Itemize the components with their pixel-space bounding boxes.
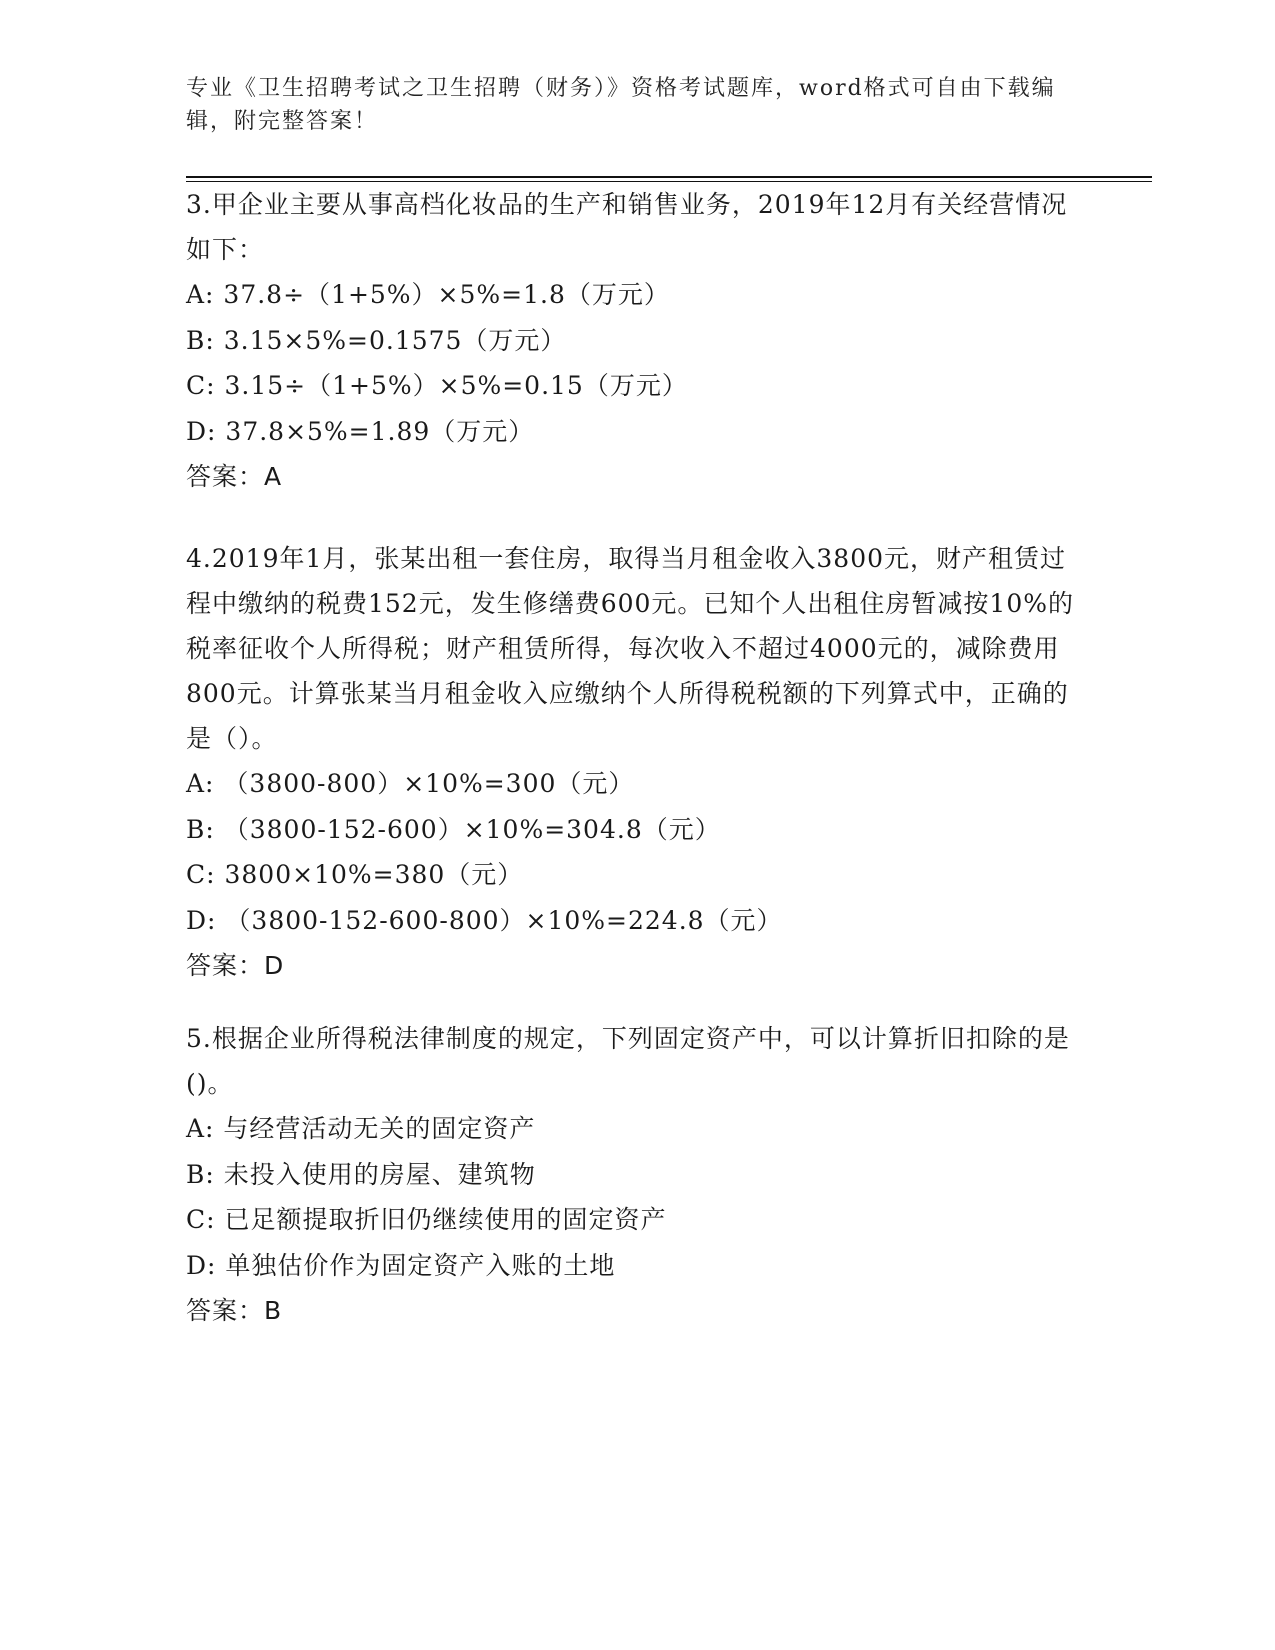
question-stem: 4.2019年1月，张某出租一套住房，取得当月租金收入3800元，财产租赁过程中缴纳的税费152元，发生修缮费600元。已知个人出租住房暂减按10%的税率征收个人所得税；财产租赁所得，每次收入不超过4000元的，减除费用800元。计算张某当月租金收入应缴纳个人所得税税额的下列算式中，正确的是（）。 — [186, 544, 1075, 753]
option-d: D: 单独估价作为固定资产入账的土地 — [186, 1250, 616, 1280]
header-divider-thick — [186, 176, 1152, 178]
option-b: B: 未投入使用的房屋、建筑物 — [186, 1159, 536, 1189]
option-a: A: 37.8÷（1+5%）×5%=1.8（万元） — [186, 280, 670, 309]
question-stem: 3.甲企业主要从事高档化妆品的生产和销售业务，2019年12月有关经营情况如下： — [186, 190, 1068, 264]
option-c: C: 已足额提取折旧仍继续使用的固定资产 — [186, 1205, 667, 1234]
option-b: B: 3.15×5%=0.1575（万元） — [186, 325, 567, 355]
answer: 答案：D — [186, 951, 285, 980]
option-c: C: 3.15÷（1+5%）×5%=0.15（万元） — [186, 371, 688, 400]
option-d: D: （3800-152-600-800）×10%=224.8（元） — [186, 905, 783, 935]
question-5 — [186, 1016, 1086, 1334]
question-stem: 5.根据企业所得税法律制度的规定，下列固定资产中，可以计算折旧扣除的是()。 — [186, 1024, 1070, 1098]
option-c: C: 3800×10%=380（元） — [186, 860, 524, 889]
option-a: A: 与经营活动无关的固定资产 — [186, 1114, 536, 1143]
option-a: A: （3800-800）×10%=300（元） — [186, 769, 635, 798]
option-b: B: （3800-152-600）×10%=304.8（元） — [186, 814, 721, 844]
question-3 — [186, 182, 1086, 500]
question-4 — [186, 536, 1086, 989]
answer: 答案：A — [186, 462, 283, 491]
document-header: 专业《卫生招聘考试之卫生招聘（财务）》资格考试题库，word格式可自由下载编辑，附完整答案！ — [186, 76, 1056, 134]
option-d: D: 37.8×5%=1.89（万元） — [186, 416, 535, 446]
answer: 答案：B — [186, 1296, 283, 1325]
